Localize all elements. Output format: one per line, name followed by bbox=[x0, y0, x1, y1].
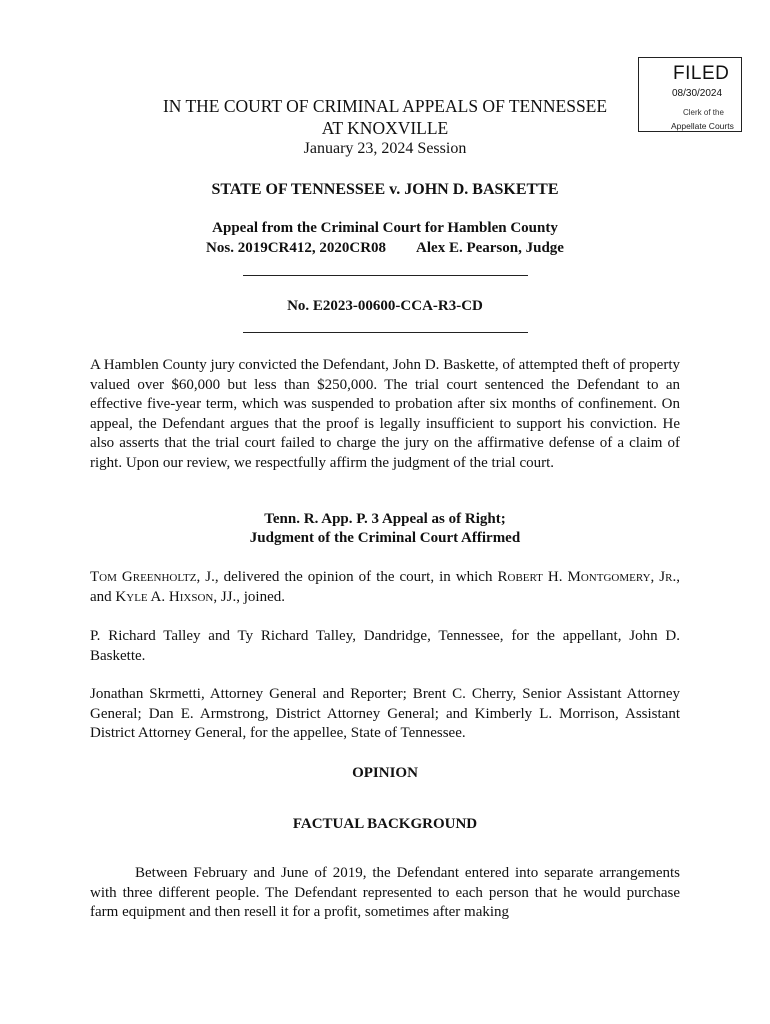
appellee-counsel: Jonathan Skrmetti, Attorney General and Reporter; Brent C. Cherry, Senior Assistant Attorney General; Dan E. Armstrong, District Attorney General; and Kimberly L. Morrison, Assistant District Attorney General, for the appellee, State of Tennessee. bbox=[90, 686, 680, 741]
divider-bottom bbox=[243, 332, 528, 333]
case-title: STATE OF TENNESSEE v. JOHN D. BASKETTE bbox=[211, 181, 559, 198]
joining-judge-2: Kyle A. Hixson bbox=[115, 588, 214, 605]
filed-label: FILED bbox=[673, 63, 730, 84]
authoring-judges bbox=[90, 568, 680, 607]
trial-numbers: Nos. 2019CR412, 2020CR08 bbox=[206, 240, 387, 256]
opinion-heading: OPINION bbox=[352, 765, 418, 781]
author-text-2: , and bbox=[90, 569, 680, 605]
appeal-from: Appeal from the Criminal Court for Hamblen County bbox=[212, 220, 558, 236]
joining-judge-1: Robert H. Montgomery, Jr. bbox=[497, 569, 677, 585]
case-summary: A Hamblen County jury convicted the Defendant, John D. Baskette, of attempted theft of property valued over $60,000 but less than $250,000. The trial court sentenced the Defendant to an effective five-year term, which was suspended to probation after six months of confinement. On appeal, the Defendant argues that the proof is legally insufficient to support his conviction. He also asserts that the trial court failed to charge the jury on the affirmative defense of a claim of right. Upon our review, we respectfully affirm the judgment of the trial court. bbox=[90, 357, 680, 471]
author-name: Tom Greenholtz bbox=[90, 569, 197, 585]
court-location: AT KNOXVILLE bbox=[321, 118, 449, 138]
trial-info bbox=[90, 240, 680, 257]
author-text-3: , JJ., joined. bbox=[213, 588, 286, 605]
holding-line-2: Judgment of the Criminal Court Affirmed bbox=[249, 530, 521, 546]
clerk-label: Clerk of the bbox=[683, 108, 724, 117]
filed-date: 08/30/2024 bbox=[672, 88, 723, 99]
divider-top bbox=[243, 275, 528, 276]
office-label: Appellate Courts bbox=[671, 121, 734, 131]
author-text-1: , J., delivered the opinion of the court, in which bbox=[196, 569, 498, 585]
body-paragraph: Between February and June of 2019, the Defendant entered into separate arrangements with three different people. The Defendant represented to each person that he would purchase farm equipment and then resell it for a profit, sometimes after making bbox=[90, 865, 680, 920]
appellant-counsel: P. Richard Talley and Ty Richard Talley, Dandridge, Tennessee, for the appellant, John D. Baskette. bbox=[90, 628, 680, 664]
holding-line-1: Tenn. R. App. P. 3 Appeal as of Right; bbox=[264, 511, 506, 527]
factual-background-heading: FACTUAL BACKGROUND bbox=[292, 816, 478, 832]
court-session: January 23, 2024 Session bbox=[303, 140, 467, 157]
trial-judge: Alex E. Pearson, Judge bbox=[416, 240, 564, 256]
court-name: IN THE COURT OF CRIMINAL APPEALS OF TENNESSEE bbox=[162, 96, 608, 116]
docket-number: No. E2023-00600-CCA-R3-CD bbox=[287, 298, 483, 314]
